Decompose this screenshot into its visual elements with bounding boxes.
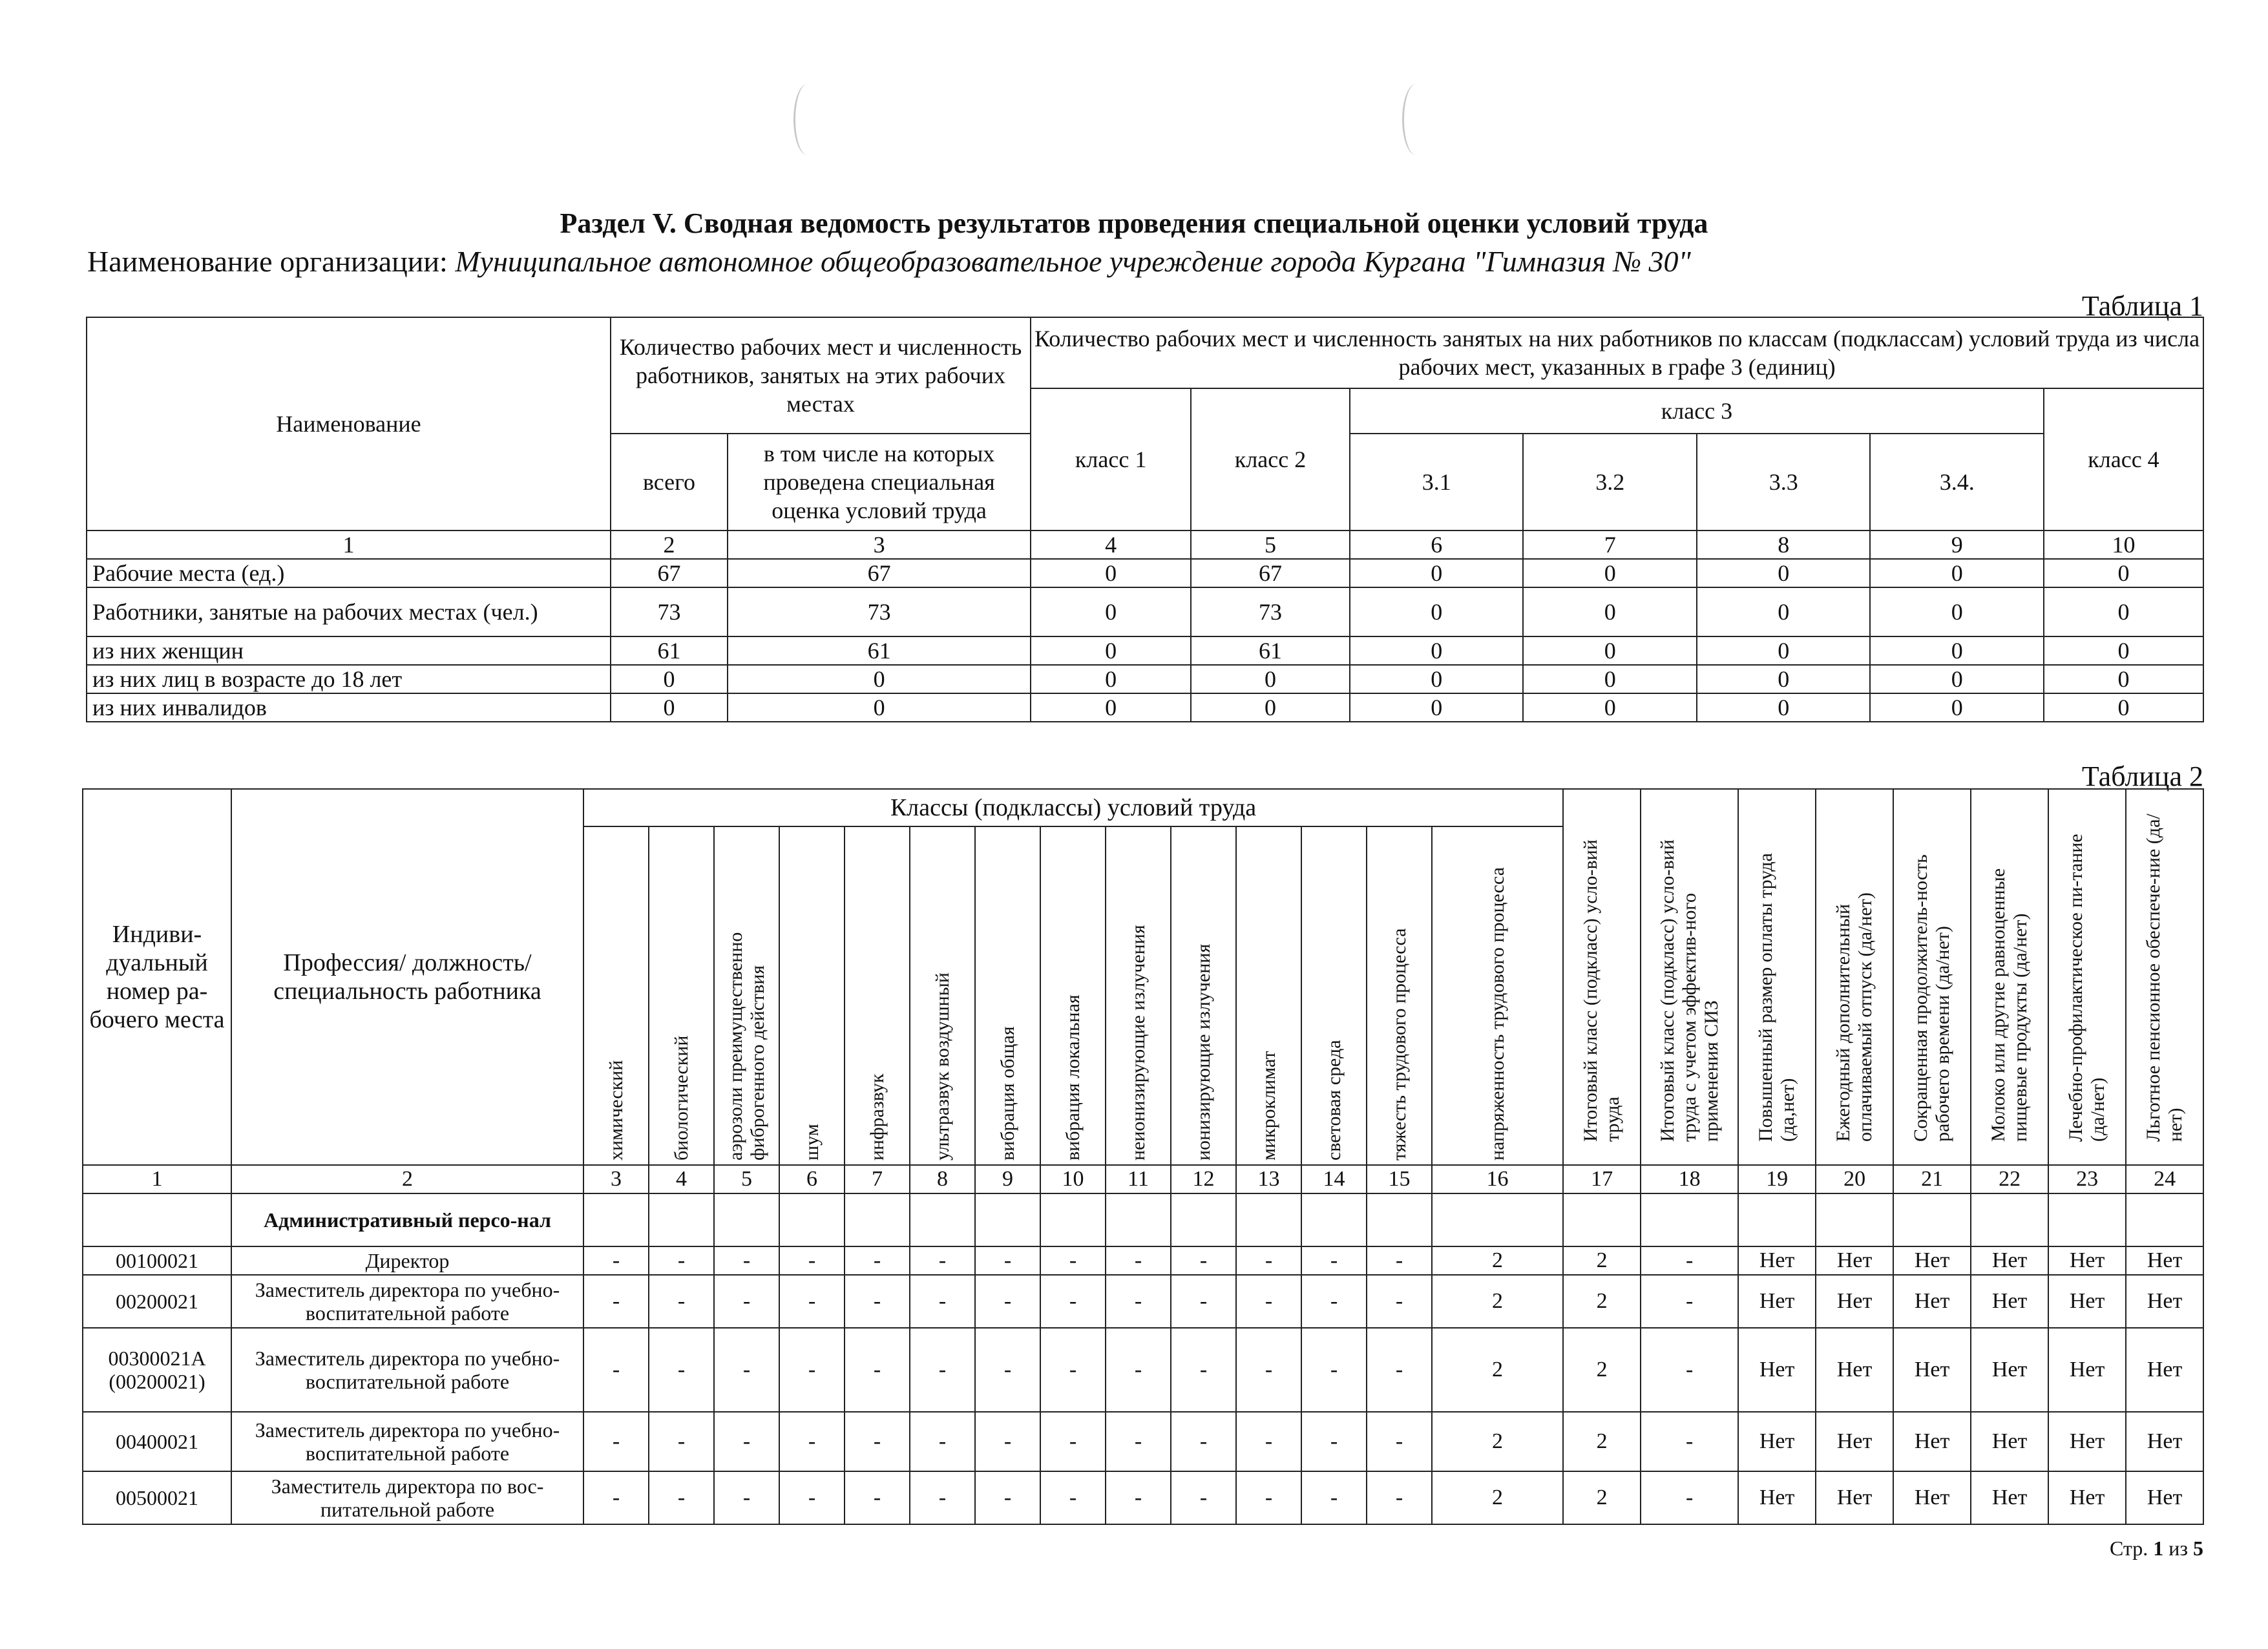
row-value: 73: [611, 587, 728, 636]
col-number: 11: [1106, 1165, 1171, 1193]
header-profession: Профессия/ должность/ специальность работника: [231, 789, 583, 1165]
header-factor: ионизирующие излучения: [1192, 943, 1214, 1161]
summary-row: [87, 665, 2203, 693]
col-number: 15: [1367, 1165, 1432, 1193]
class-cell: -: [1106, 1246, 1171, 1275]
class-cell: -: [1106, 1275, 1171, 1328]
table-row: [83, 1412, 2203, 1471]
class-cell: Нет: [1971, 1246, 2048, 1275]
row-value: 0: [611, 693, 728, 722]
class-cell: -: [1106, 1412, 1171, 1471]
class-cell: -: [1040, 1246, 1106, 1275]
header-assessed: в том числе на которых проведена специальная оценка условий труда: [728, 434, 1031, 530]
class-cell: Нет: [2048, 1275, 2126, 1328]
page-sep: из: [2168, 1537, 2188, 1560]
row-value: 0: [1697, 665, 1871, 693]
position-name: Заместитель директора по учебно-воспитательной работе: [231, 1328, 583, 1412]
page-current: 1: [2153, 1537, 2164, 1560]
class-cell: -: [1367, 1275, 1432, 1328]
class-cell: -: [649, 1471, 714, 1524]
workplace-rows: [83, 1165, 2203, 1524]
position-name: Директор: [231, 1246, 583, 1275]
class-cell: -: [649, 1246, 714, 1275]
class-cell: -: [910, 1471, 975, 1524]
header-3-1: 3.1: [1350, 434, 1524, 530]
class-cell: 2: [1432, 1328, 1563, 1412]
position-name: Заместитель директора по учебно-воспитательной работе: [231, 1412, 583, 1471]
class-cell: Нет: [2126, 1328, 2203, 1412]
row-value: 0: [1523, 587, 1697, 636]
class-cell: -: [1367, 1471, 1432, 1524]
class-cell: 2: [1432, 1275, 1563, 1328]
row-value: 0: [1031, 559, 1191, 587]
summary-row: [87, 636, 2203, 665]
class-cell: -: [845, 1328, 910, 1412]
row-value: 0: [1523, 665, 1697, 693]
class-cell: -: [1171, 1275, 1236, 1328]
col-number: 18: [1641, 1165, 1738, 1193]
class-cell: -: [1367, 1246, 1432, 1275]
summary-rows: [87, 559, 2203, 722]
row-value: 0: [1031, 665, 1191, 693]
row-value: 0: [1523, 636, 1697, 665]
col-number: 24: [2126, 1165, 2203, 1193]
header-extra: Сокращенная продолжитель-ность рабочего времени (да/нет): [1910, 854, 1954, 1142]
col-number: 6: [779, 1165, 845, 1193]
col-number: 7: [845, 1165, 910, 1193]
header-factor: вибрация локальная: [1062, 994, 1084, 1161]
class-cell: -: [583, 1471, 649, 1524]
class-cell: 2: [1563, 1328, 1641, 1412]
row-value: 0: [611, 665, 728, 693]
class-cell: -: [1040, 1412, 1106, 1471]
row-name: из них женщин: [87, 636, 611, 665]
class-cell: -: [1641, 1328, 1738, 1412]
row-value: 0: [2044, 559, 2203, 587]
summary-row: [87, 693, 2203, 722]
header-factor: биологический: [670, 1035, 692, 1161]
header-extra: Лечебно-профилактическое пи-тание (да/нет): [2065, 834, 2109, 1142]
col-number: 5: [714, 1165, 779, 1193]
row-value: 0: [2044, 665, 2203, 693]
row-value: 0: [1697, 587, 1871, 636]
header-factor: аэрозоли преимущественно фиброгенного действия: [724, 932, 768, 1161]
header-factor: напряженность трудового процесса: [1486, 867, 1508, 1161]
row-value: 0: [1350, 665, 1524, 693]
col-number: 3: [583, 1165, 649, 1193]
table-row: [83, 1246, 2203, 1275]
class-cell: Нет: [1893, 1471, 1971, 1524]
row-value: 0: [1031, 693, 1191, 722]
col-number: 13: [1236, 1165, 1301, 1193]
row-value: 0: [728, 665, 1031, 693]
class-cell: -: [1236, 1412, 1301, 1471]
table-row: [83, 1328, 2203, 1412]
header-count: Количество рабочих мест и численность работников, занятых на этих рабочих местах: [611, 317, 1031, 434]
table2-caption: Таблица 2: [2081, 761, 2203, 792]
col-number: 17: [1563, 1165, 1641, 1193]
class-cell: -: [975, 1412, 1040, 1471]
summary-row: [87, 587, 2203, 636]
row-value: 0: [1870, 665, 2044, 693]
row-value: 0: [1870, 559, 2044, 587]
header-3-3: 3.3: [1697, 434, 1871, 530]
table-row: [83, 1275, 2203, 1328]
col-number: 12: [1171, 1165, 1236, 1193]
row-value: 73: [728, 587, 1031, 636]
class-cell: Нет: [1893, 1412, 1971, 1471]
class-cell: Нет: [1971, 1328, 2048, 1412]
class-cell: -: [910, 1328, 975, 1412]
row-value: 0: [1191, 665, 1350, 693]
class-cell: -: [975, 1246, 1040, 1275]
workplace-id: 00200021: [83, 1275, 231, 1328]
class-cell: -: [583, 1412, 649, 1471]
page-number: [2110, 1537, 2203, 1560]
row-value: 0: [1870, 693, 2044, 722]
header-3-4: 3.4.: [1870, 434, 2044, 530]
class-cell: Нет: [1971, 1275, 2048, 1328]
col-number: 16: [1432, 1165, 1563, 1193]
class-cell: -: [583, 1328, 649, 1412]
class-cell: -: [845, 1471, 910, 1524]
class-cell: -: [583, 1246, 649, 1275]
class-cell: -: [910, 1246, 975, 1275]
col-number: 22: [1971, 1165, 2048, 1193]
class-cell: -: [714, 1328, 779, 1412]
class-cell: -: [1236, 1275, 1301, 1328]
row-value: 0: [1350, 587, 1524, 636]
col-number: 4: [1031, 530, 1191, 559]
row-value: 0: [2044, 587, 2203, 636]
class-cell: -: [1301, 1275, 1367, 1328]
organization-line: [87, 244, 1691, 278]
section-title: Раздел V. Сводная ведомость результатов проведения специальной оценки условий труда: [560, 207, 1708, 239]
header-3-2: 3.2: [1523, 434, 1697, 530]
row-value: 0: [1697, 693, 1871, 722]
col-number: 23: [2048, 1165, 2126, 1193]
row-value: 0: [1697, 559, 1871, 587]
class-cell: -: [583, 1275, 649, 1328]
class-cell: 2: [1432, 1246, 1563, 1275]
header-factor: ультразвук воздушный: [931, 972, 953, 1161]
class-cell: -: [1106, 1328, 1171, 1412]
workplace-id: 00300021А (00200021): [83, 1328, 231, 1412]
table-row: [83, 1471, 2203, 1524]
row-value: 0: [1031, 636, 1191, 665]
row-value: 0: [1697, 636, 1871, 665]
class-cell: -: [649, 1275, 714, 1328]
class-cell: Нет: [1816, 1275, 1893, 1328]
header-factor: инфразвук: [866, 1073, 888, 1161]
row-name: Рабочие места (ед.): [87, 559, 611, 587]
class-cell: Нет: [1738, 1275, 1816, 1328]
class-cell: -: [779, 1412, 845, 1471]
row-value: 0: [1350, 636, 1524, 665]
class-cell: 2: [1432, 1412, 1563, 1471]
class-cell: -: [1641, 1246, 1738, 1275]
punch-hole-mark: [793, 84, 821, 155]
row-value: 0: [1031, 587, 1191, 636]
class-cell: -: [910, 1275, 975, 1328]
row-value: 0: [728, 693, 1031, 722]
header-name: Наименование: [87, 317, 611, 530]
row-value: 0: [1523, 559, 1697, 587]
header-class4: класс 4: [2044, 388, 2203, 530]
class-cell: -: [975, 1328, 1040, 1412]
class-cell: -: [779, 1246, 845, 1275]
col-number: 10: [2044, 530, 2203, 559]
col-number: 7: [1523, 530, 1697, 559]
row-name: из них лиц в возрасте до 18 лет: [87, 665, 611, 693]
workplace-id: 00500021: [83, 1471, 231, 1524]
class-cell: -: [714, 1275, 779, 1328]
class-cell: Нет: [1893, 1275, 1971, 1328]
class-cell: -: [975, 1471, 1040, 1524]
header-classes: Классы (подклассы) условий труда: [583, 789, 1563, 826]
class-cell: -: [1040, 1328, 1106, 1412]
workplaces-table: [82, 788, 2204, 1525]
header-factor: световая среда: [1323, 1040, 1345, 1161]
position-name: Заместитель директора по вос-питательной работе: [231, 1471, 583, 1524]
row-value: 61: [611, 636, 728, 665]
row-value: 0: [2044, 636, 2203, 665]
header-class1: класс 1: [1031, 388, 1191, 530]
class-cell: -: [1171, 1412, 1236, 1471]
class-cell: -: [845, 1246, 910, 1275]
class-cell: -: [779, 1275, 845, 1328]
class-cell: -: [1236, 1471, 1301, 1524]
col-number: 10: [1040, 1165, 1106, 1193]
column-numbers-row: [87, 530, 2203, 559]
header-factor: неионизирующие излучения: [1127, 925, 1149, 1161]
class-cell: -: [1171, 1471, 1236, 1524]
header-factor: шум: [801, 1124, 823, 1161]
position-name: Заместитель директора по учебно-воспитательной работе: [231, 1275, 583, 1328]
class-cell: -: [1641, 1412, 1738, 1471]
header-factor: микроклимат: [1257, 1051, 1279, 1161]
class-cell: Нет: [2126, 1471, 2203, 1524]
class-cell: -: [1236, 1246, 1301, 1275]
row-value: 73: [1191, 587, 1350, 636]
col-number: 14: [1301, 1165, 1367, 1193]
class-cell: -: [779, 1328, 845, 1412]
header-factor: химический: [605, 1060, 627, 1161]
class-cell: Нет: [2048, 1471, 2126, 1524]
class-cell: -: [1641, 1471, 1738, 1524]
header-factor: вибрация общая: [996, 1026, 1018, 1161]
page-total: 5: [2193, 1537, 2203, 1560]
header-extra: Льготное пенсионное обеспече-ние (да/нет): [2143, 814, 2187, 1142]
class-cell: Нет: [1816, 1328, 1893, 1412]
header-extra: Итоговый класс (подкласс) усло-вий труда: [1580, 839, 1624, 1142]
header-extra: Молоко или другие равноценные пищевые продукты (да/нет): [1988, 868, 2032, 1142]
class-cell: Нет: [1816, 1246, 1893, 1275]
row-value: 67: [611, 559, 728, 587]
class-cell: -: [1040, 1275, 1106, 1328]
header-total: всего: [611, 434, 728, 530]
col-number: 9: [1870, 530, 2044, 559]
header-extra: Ежегодный дополнительный оплачиваемый отпуск (да/нет): [1832, 892, 1876, 1142]
row-value: 0: [1191, 693, 1350, 722]
class-cell: 2: [1563, 1471, 1641, 1524]
class-cell: -: [714, 1246, 779, 1275]
header-class3: класс 3: [1350, 388, 2044, 434]
class-cell: -: [845, 1412, 910, 1471]
class-cell: -: [1367, 1412, 1432, 1471]
class-cell: Нет: [1738, 1328, 1816, 1412]
summary-row: [87, 559, 2203, 587]
section-row: [83, 1193, 2203, 1246]
class-cell: Нет: [1971, 1412, 2048, 1471]
class-cell: -: [1301, 1412, 1367, 1471]
org-label: Наименование организации:: [87, 245, 448, 278]
class-cell: 2: [1563, 1275, 1641, 1328]
row-name: Работники, занятые на рабочих местах (чел.): [87, 587, 611, 636]
row-value: 0: [1350, 693, 1524, 722]
class-cell: -: [1106, 1471, 1171, 1524]
class-cell: Нет: [1738, 1246, 1816, 1275]
header-extra: Повышенный размер оплаты труда (да,нет): [1755, 853, 1799, 1142]
class-cell: -: [975, 1275, 1040, 1328]
class-cell: Нет: [2048, 1246, 2126, 1275]
col-number: 19: [1738, 1165, 1816, 1193]
class-cell: -: [910, 1412, 975, 1471]
row-value: 0: [1350, 559, 1524, 587]
row-value: 0: [1523, 693, 1697, 722]
table1-caption: Таблица 1: [2081, 290, 2203, 322]
col-number: 2: [231, 1165, 583, 1193]
class-cell: Нет: [2126, 1412, 2203, 1471]
class-cell: -: [1040, 1471, 1106, 1524]
col-number: 8: [1697, 530, 1871, 559]
col-number: 21: [1893, 1165, 1971, 1193]
header-extra: Итоговый класс (подкласс) усло-вий труда с учетом эффектив-ного применения СИЗ: [1656, 839, 1722, 1142]
page-prefix: Стр.: [2109, 1537, 2148, 1560]
class-cell: -: [845, 1275, 910, 1328]
class-cell: Нет: [1738, 1412, 1816, 1471]
class-cell: -: [1301, 1471, 1367, 1524]
class-cell: -: [1301, 1246, 1367, 1275]
header-id: Индиви-дуальный номер ра-бочего места: [83, 789, 231, 1165]
org-name: Муниципальное автономное общеобразовательное учреждение города Кургана "Гимназия № 30": [455, 245, 1691, 278]
class-cell: -: [779, 1471, 845, 1524]
class-cell: Нет: [1893, 1328, 1971, 1412]
class-cell: Нет: [1893, 1246, 1971, 1275]
class-cell: -: [1171, 1246, 1236, 1275]
class-cell: Нет: [1738, 1471, 1816, 1524]
row-value: 0: [1870, 587, 2044, 636]
row-value: 67: [1191, 559, 1350, 587]
header-factor: тяжесть трудового процесса: [1388, 928, 1410, 1161]
col-number: 3: [728, 530, 1031, 559]
col-number: 1: [83, 1165, 231, 1193]
header-class2: класс 2: [1191, 388, 1350, 530]
class-cell: 2: [1563, 1412, 1641, 1471]
workplace-id: 00400021: [83, 1412, 231, 1471]
class-cell: Нет: [2048, 1328, 2126, 1412]
workplace-id: 00100021: [83, 1246, 231, 1275]
class-cell: -: [1236, 1328, 1301, 1412]
class-cell: -: [649, 1412, 714, 1471]
class-cell: Нет: [2126, 1246, 2203, 1275]
col-number: 5: [1191, 530, 1350, 559]
row-value: 61: [1191, 636, 1350, 665]
row-value: 0: [2044, 693, 2203, 722]
class-cell: -: [1301, 1328, 1367, 1412]
summary-table: [86, 317, 2204, 722]
class-cell: Нет: [1816, 1412, 1893, 1471]
class-cell: -: [1641, 1275, 1738, 1328]
class-cell: Нет: [2048, 1412, 2126, 1471]
punch-hole-mark: [1402, 84, 1430, 155]
row-value: 0: [1870, 636, 2044, 665]
row-name: из них инвалидов: [87, 693, 611, 722]
class-cell: 2: [1563, 1246, 1641, 1275]
class-cell: -: [714, 1471, 779, 1524]
class-cell: Нет: [1971, 1471, 2048, 1524]
section-title: Административный персо-нал: [231, 1193, 583, 1246]
row-value: 61: [728, 636, 1031, 665]
column-numbers-row: [83, 1165, 2203, 1193]
col-number: 4: [649, 1165, 714, 1193]
header-classes: Количество рабочих мест и численность занятых на них работников по классам (подклассам) условий труда из числа рабочих мест, указанных в графе 3 (единиц): [1031, 317, 2203, 388]
col-number: 8: [910, 1165, 975, 1193]
col-number: 2: [611, 530, 728, 559]
class-cell: -: [1367, 1328, 1432, 1412]
col-number: 1: [87, 530, 611, 559]
col-number: 6: [1350, 530, 1524, 559]
class-cell: -: [649, 1328, 714, 1412]
col-number: 20: [1816, 1165, 1893, 1193]
class-cell: -: [1171, 1328, 1236, 1412]
class-cell: -: [714, 1412, 779, 1471]
class-cell: Нет: [1816, 1471, 1893, 1524]
row-value: 67: [728, 559, 1031, 587]
class-cell: 2: [1432, 1471, 1563, 1524]
col-number: 9: [975, 1165, 1040, 1193]
class-cell: Нет: [2126, 1275, 2203, 1328]
